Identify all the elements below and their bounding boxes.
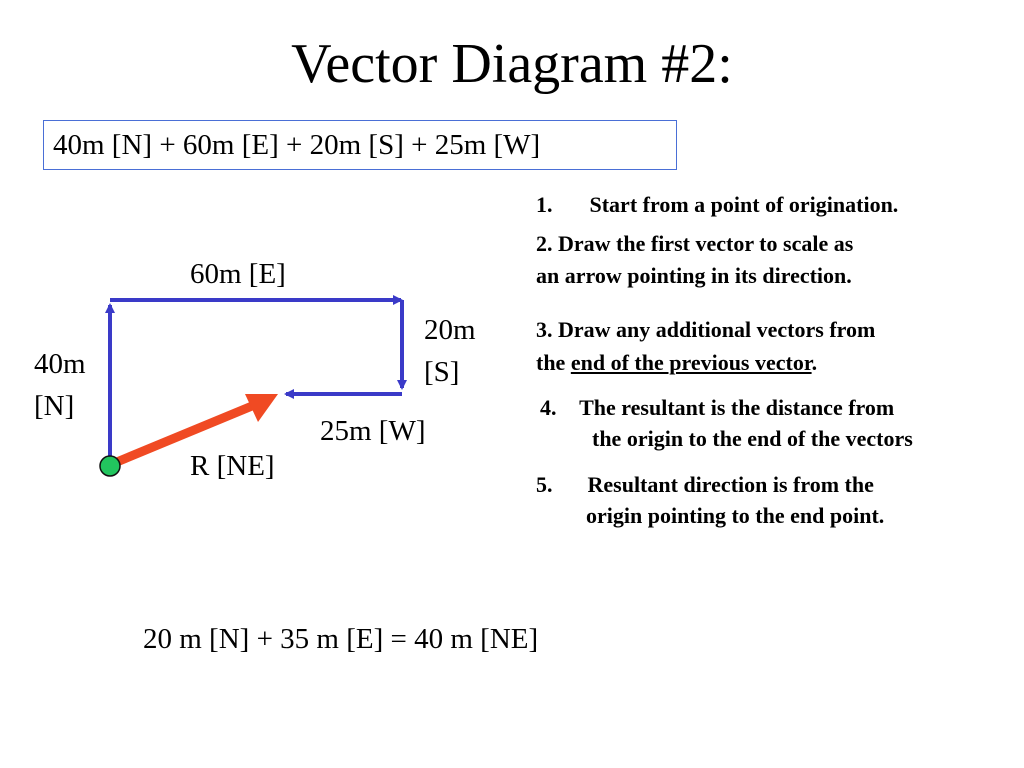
step-5-line-2: origin pointing to the end point.	[586, 503, 885, 528]
resultant-label: R [NE]	[190, 450, 275, 482]
resultant-equation: 20 m [N] + 35 m [E] = 40 m [NE]	[143, 623, 539, 655]
step-4-line-1: 4. The resultant is the distance from	[540, 395, 895, 420]
slide-title: Vector Diagram #2:	[291, 33, 733, 95]
vector-label-south-direction: [S]	[424, 356, 460, 388]
origin-point	[100, 456, 120, 476]
step-2-line-1: 2. Draw the first vector to scale as	[536, 231, 854, 256]
vector-label-west: 25m [W]	[320, 415, 426, 447]
step-5-line-1: 5. Resultant direction is from the	[536, 472, 874, 497]
step-4-line-2: the origin to the end of the vectors	[592, 426, 913, 451]
vector-sum-equation: 40m [N] + 60m [E] + 20m [S] + 25m [W]	[53, 129, 541, 161]
step-3-line-1: 3. Draw any additional vectors from	[536, 317, 876, 342]
vector-label-north-magnitude: 40m	[34, 348, 86, 380]
vector-label-east: 60m [E]	[190, 258, 286, 290]
step-5-number: 5.	[536, 472, 553, 497]
step-1-number: 1.	[536, 192, 553, 217]
step-1-text: Start from a point of origination.	[589, 192, 899, 217]
step-2-line-2: an arrow pointing in its direction.	[536, 263, 852, 288]
vector-label-south-magnitude: 20m	[424, 314, 476, 346]
step-3-line-2: the end of the previous vector.	[536, 350, 818, 375]
vector-label-north-direction: [N]	[34, 390, 75, 422]
step-1	[536, 189, 898, 221]
step-4-number: 4.	[540, 395, 557, 420]
step-3-emphasis: end of the previous vector	[570, 350, 812, 375]
